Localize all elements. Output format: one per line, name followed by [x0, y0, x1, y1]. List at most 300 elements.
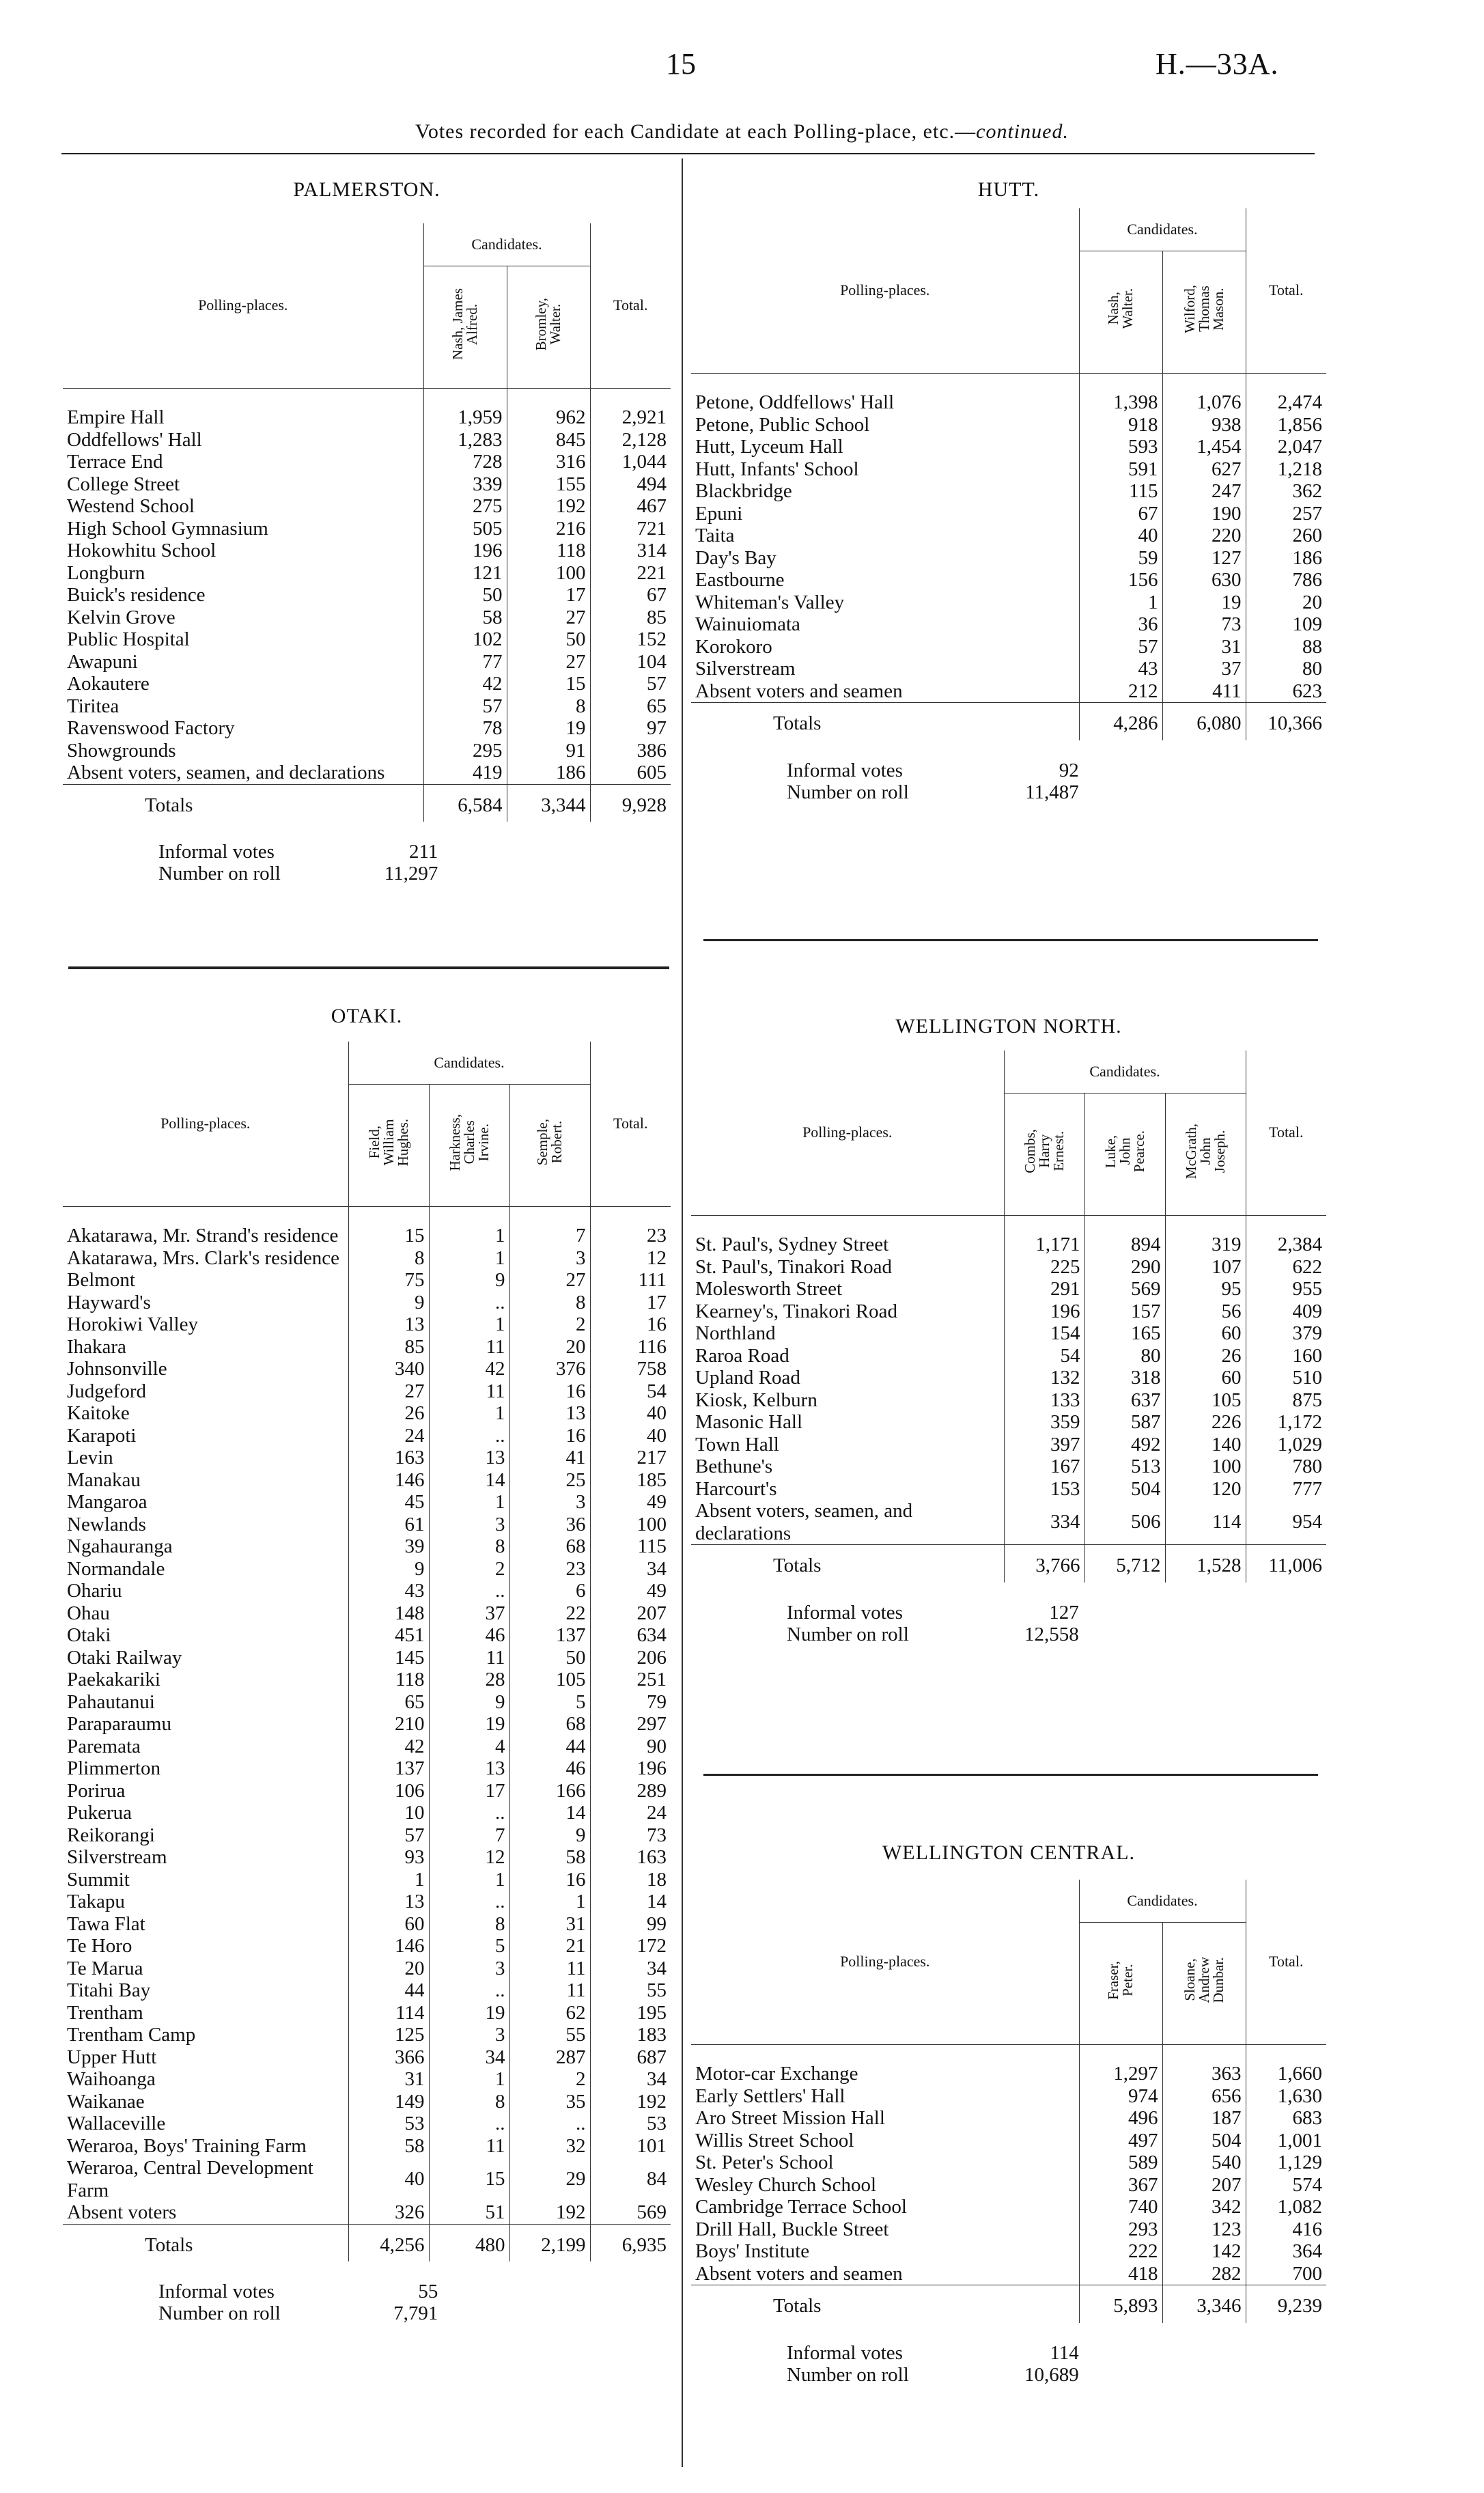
row-total: 683: [1246, 2107, 1326, 2130]
row-total: 409: [1246, 1300, 1326, 1323]
candidate-votes: 27: [348, 1380, 429, 1403]
candidate-votes: 2: [429, 1558, 509, 1580]
row-total: 192: [590, 2091, 671, 2113]
polling-place: Pahautanui: [67, 1690, 155, 1713]
row-total: 297: [590, 1713, 671, 1736]
page-number: 15: [666, 47, 696, 81]
candidate-votes: 14: [429, 1469, 509, 1492]
polling-place: Absent voters and seamen: [695, 2262, 903, 2285]
polling-place: Otaki: [67, 1624, 111, 1646]
section-title: OTAKI.: [331, 1005, 403, 1027]
grand-total: 9,239: [1246, 2285, 1326, 2323]
row-total: 221: [590, 562, 671, 585]
candidate-total: 480: [429, 2224, 509, 2261]
table-row: [63, 1935, 671, 1958]
row-total: 2,921: [590, 406, 671, 429]
candidate-votes: 80: [1084, 1345, 1165, 1367]
candidate-votes: 153: [1004, 1478, 1084, 1501]
grand-total: 10,366: [1246, 703, 1326, 740]
candidate-votes: 50: [507, 628, 590, 651]
candidate-votes: 40: [348, 2157, 429, 2201]
page-title-main: Votes recorded for each Candidate at each Polling-place, etc.—: [415, 120, 977, 143]
row-total: 172: [590, 1935, 671, 1958]
candidate-votes: 10: [348, 1802, 429, 1824]
table-row: [63, 673, 671, 695]
candidate-votes: 4: [429, 1736, 509, 1758]
candidate-votes: 137: [509, 1624, 590, 1647]
table-row: [691, 547, 1326, 570]
polling-place: Aro Street Mission Hall: [695, 2107, 885, 2129]
polling-place: Akatarawa, Mrs. Clark's residence: [67, 1246, 339, 1269]
candidate-votes: 11: [429, 1336, 509, 1359]
row-total: 195: [590, 2002, 671, 2024]
total-header: Total.: [590, 223, 671, 389]
row-total: 954: [1246, 1500, 1326, 1545]
polling-place: Silverstream: [67, 1846, 167, 1868]
polling-place: Ihakara: [67, 1335, 126, 1358]
table-row: [63, 1958, 671, 1980]
table-row: [63, 2135, 671, 2158]
candidate-votes: 118: [348, 1669, 429, 1691]
polling-place: Korokoro: [695, 635, 772, 658]
candidate-votes: 496: [1079, 2107, 1162, 2130]
table-row: [63, 1491, 671, 1514]
candidate-votes: 25: [509, 1469, 590, 1492]
row-total: 55: [590, 1979, 671, 2002]
row-total: 101: [590, 2135, 671, 2158]
table-row: [691, 1500, 1326, 1545]
candidate-votes: 497: [1079, 2130, 1162, 2152]
polling-places-header: Polling-places.: [63, 223, 423, 389]
polling-place: Weraroa, Boys' Training Farm: [67, 2134, 307, 2157]
candidate-votes: 207: [1162, 2174, 1246, 2197]
row-total: 104: [590, 651, 671, 673]
candidates-header: Candidates.: [1079, 208, 1246, 251]
candidate-votes: 105: [1165, 1389, 1246, 1412]
candidate-votes: 107: [1165, 1256, 1246, 1279]
table-row: [63, 1580, 671, 1602]
candidate-votes: 587: [1084, 1411, 1165, 1434]
candidate-votes: 100: [1165, 1456, 1246, 1478]
section-title: WELLINGTON NORTH.: [895, 1015, 1122, 1037]
candidate-votes: 167: [1004, 1456, 1084, 1478]
candidate-name: McGrath, John Joseph.: [1165, 1094, 1246, 1216]
candidate-votes: 226: [1165, 1411, 1246, 1434]
candidate-votes: 9: [509, 1824, 590, 1847]
table-row: [63, 1624, 671, 1647]
candidate-votes: 16: [509, 1380, 590, 1403]
candidate-votes: 31: [1162, 636, 1246, 658]
candidate-votes: 57: [423, 695, 507, 718]
candidate-total: 3,344: [507, 784, 590, 822]
table-row: [691, 414, 1326, 436]
total-header: Total.: [1246, 1050, 1326, 1216]
polling-place: Ohariu: [67, 1580, 122, 1602]
polling-place: Manakau: [67, 1468, 141, 1491]
candidate-votes: 132: [1004, 1367, 1084, 1389]
candidate-votes: 105: [509, 1669, 590, 1691]
candidate-votes: 845: [507, 429, 590, 451]
totals-label: Totals: [63, 2224, 348, 2261]
candidates-header: Candidates.: [423, 223, 590, 266]
table-row: [691, 1234, 1326, 1256]
candidate-votes: 1,398: [1079, 391, 1162, 414]
polling-place: Drill Hall, Buckle Street: [695, 2218, 889, 2240]
candidate-votes: 26: [348, 1402, 429, 1425]
table-row: [691, 2240, 1326, 2263]
grand-total: 9,928: [590, 784, 671, 822]
candidate-votes: 114: [1165, 1500, 1246, 1545]
row-total: 257: [1246, 503, 1326, 525]
candidate-votes: 68: [509, 1713, 590, 1736]
candidate-votes: 125: [348, 2024, 429, 2046]
candidate-votes: 1: [509, 1891, 590, 1913]
polling-place: Northland: [695, 1322, 776, 1344]
informal-votes-label: Informal votes: [158, 2281, 275, 2302]
polling-place: Kiosk, Kelburn: [695, 1389, 817, 1411]
table-row: [63, 1869, 671, 1891]
number-on-roll-value: 7,791: [393, 2302, 438, 2324]
candidate-votes: 326: [348, 2201, 429, 2224]
candidate-votes: 73: [1162, 613, 1246, 636]
table-row: [691, 636, 1326, 658]
table-row: [63, 451, 671, 473]
candidate-votes: 225: [1004, 1256, 1084, 1279]
row-total: 196: [590, 1757, 671, 1780]
polling-place: Wesley Church School: [695, 2173, 877, 2196]
candidates-header: Candidates.: [1004, 1050, 1246, 1094]
table-row: [63, 1780, 671, 1802]
row-total: 20: [1246, 591, 1326, 614]
candidate-votes: 210: [348, 1713, 429, 1736]
polling-place: Otaki Railway: [67, 1646, 182, 1669]
candidate-votes: 287: [509, 2046, 590, 2069]
polling-place: Kelvin Grove: [67, 606, 176, 628]
row-total: 111: [590, 1269, 671, 1292]
candidate-votes: 16: [509, 1869, 590, 1891]
candidate-votes: 29: [509, 2157, 590, 2201]
section-separator: [703, 939, 1318, 941]
candidate-votes: 1,076: [1162, 391, 1246, 414]
candidate-total: 2,199: [509, 2224, 590, 2261]
row-total: 109: [1246, 613, 1326, 636]
candidate-votes: ..: [429, 1580, 509, 1602]
row-total: 16: [590, 1313, 671, 1336]
table-row: [63, 1802, 671, 1824]
row-total: 206: [590, 1647, 671, 1669]
totals-row: [63, 784, 671, 822]
table-row: [63, 1647, 671, 1669]
number-on-roll-label: Number on roll: [787, 781, 909, 803]
informal-votes-value: 55: [418, 2281, 438, 2302]
total-header: Total.: [1246, 208, 1326, 374]
candidate-total: 5,893: [1079, 2285, 1162, 2323]
candidate-votes: 19: [1162, 591, 1246, 614]
polling-place: Molesworth Street: [695, 1278, 843, 1300]
polling-place: Paraparaumu: [67, 1713, 171, 1735]
row-total: 314: [590, 540, 671, 562]
table-row: [63, 518, 671, 540]
candidate-total: 5,712: [1084, 1545, 1165, 1583]
candidate-votes: 11: [429, 2135, 509, 2158]
table-row: [63, 2002, 671, 2024]
polling-place: Day's Bay: [695, 546, 776, 569]
table-row: [63, 607, 671, 629]
polling-place: Weraroa, Central Development Farm: [67, 2157, 313, 2201]
candidate-votes: 22: [509, 1602, 590, 1625]
candidate-votes: 1: [429, 2068, 509, 2091]
candidate-votes: 154: [1004, 1322, 1084, 1345]
candidate-votes: ..: [429, 1979, 509, 2002]
row-total: 260: [1246, 525, 1326, 547]
row-total: 97: [590, 717, 671, 740]
candidate-votes: 192: [509, 2201, 590, 2224]
candidate-votes: 15: [507, 673, 590, 695]
polling-place: Westend School: [67, 495, 195, 517]
polling-place: Absent voters and seamen: [695, 680, 903, 702]
polling-place: Absent voters, seamen, and declarations: [695, 1500, 913, 1544]
candidate-votes: 9: [348, 1558, 429, 1580]
polling-place: Te Marua: [67, 1957, 143, 1979]
candidate-votes: 1: [348, 1869, 429, 1891]
candidate-votes: 1: [429, 1402, 509, 1425]
row-total: 40: [590, 1425, 671, 1447]
candidate-votes: 3: [509, 1247, 590, 1270]
totals-label: Totals: [691, 703, 1079, 740]
candidate-votes: 8: [507, 695, 590, 718]
candidate-votes: 376: [509, 1358, 590, 1380]
candidate-name: Semple, Robert.: [509, 1085, 590, 1207]
candidate-votes: 12: [429, 1846, 509, 1869]
candidate-name: Harkness, Charles Irvine.: [429, 1085, 509, 1207]
candidate-name: Field, William Hughes.: [348, 1085, 429, 1207]
candidate-votes: 11: [509, 1958, 590, 1980]
informal-votes-value: 127: [1049, 1602, 1079, 1624]
row-total: 67: [590, 584, 671, 607]
candidate-votes: 8: [429, 1913, 509, 1936]
table-row: [63, 1336, 671, 1359]
candidate-votes: 247: [1162, 480, 1246, 503]
candidate-votes: 293: [1079, 2218, 1162, 2241]
candidate-votes: 319: [1165, 1234, 1246, 1256]
candidate-votes: 359: [1004, 1411, 1084, 1434]
candidate-votes: 65: [348, 1691, 429, 1714]
row-total: 574: [1246, 2174, 1326, 2197]
totals-row: [691, 1545, 1326, 1583]
table-row: [691, 2263, 1326, 2285]
candidate-votes: 340: [348, 1358, 429, 1380]
row-total: 34: [590, 1958, 671, 1980]
table-row: [63, 1380, 671, 1403]
candidate-votes: 504: [1084, 1478, 1165, 1501]
candidate-votes: 127: [1162, 547, 1246, 570]
table-row: [63, 1292, 671, 1314]
candidate-votes: 85: [348, 1336, 429, 1359]
row-total: 687: [590, 2046, 671, 2069]
polling-place: Waihoanga: [67, 2068, 156, 2090]
row-total: 79: [590, 1691, 671, 1714]
polling-place: Reikorangi: [67, 1824, 155, 1846]
candidate-total: 6,080: [1162, 703, 1246, 740]
polling-place: Paremata: [67, 1735, 141, 1757]
votes-table-hutt: [691, 208, 1326, 740]
row-total: 1,044: [590, 451, 671, 473]
table-row: [63, 495, 671, 518]
polling-place: Petone, Oddfellows' Hall: [695, 391, 895, 413]
candidate-votes: 43: [1079, 658, 1162, 680]
table-row: [691, 1411, 1326, 1434]
candidate-votes: 55: [509, 2024, 590, 2046]
row-total: 160: [1246, 1345, 1326, 1367]
candidate-votes: 504: [1162, 2130, 1246, 2152]
table-row: [63, 1358, 671, 1380]
table-row: [63, 1247, 671, 1270]
candidate-votes: 196: [1004, 1300, 1084, 1323]
candidate-votes: 19: [429, 1713, 509, 1736]
candidate-name: Bromley, Walter.: [507, 266, 590, 389]
table-row: [63, 1313, 671, 1336]
candidate-votes: 190: [1162, 503, 1246, 525]
candidate-votes: 36: [509, 1514, 590, 1536]
candidate-votes: ..: [429, 1802, 509, 1824]
table-row: [63, 2201, 671, 2224]
polling-place: Upland Road: [695, 1367, 800, 1389]
row-total: 24: [590, 1802, 671, 1824]
candidate-votes: 1,283: [423, 429, 507, 451]
candidate-votes: 11: [509, 1979, 590, 2002]
candidate-votes: 50: [423, 584, 507, 607]
candidate-votes: 2: [509, 1313, 590, 1336]
candidate-votes: ..: [429, 2113, 509, 2135]
candidate-votes: 149: [348, 2091, 429, 2113]
candidate-votes: 146: [348, 1469, 429, 1492]
table-row: [63, 2024, 671, 2046]
table-row: [63, 1535, 671, 1558]
row-total: 163: [590, 1846, 671, 1869]
polling-place: Porirua: [67, 1779, 126, 1802]
row-total: 364: [1246, 2240, 1326, 2263]
polling-place: Wainuiomata: [695, 613, 800, 635]
informal-votes-label: Informal votes: [158, 841, 275, 863]
candidate-votes: 938: [1162, 414, 1246, 436]
polling-place: Absent voters, seamen, and declarations: [67, 762, 385, 783]
table-row: [63, 406, 671, 429]
polling-place: Judgeford: [67, 1380, 146, 1402]
candidate-votes: 290: [1084, 1256, 1165, 1279]
polling-place: Trentham Camp: [67, 2024, 196, 2046]
table-row: [691, 1322, 1326, 1345]
candidate-votes: 27: [507, 607, 590, 629]
spacer-row: [691, 374, 1326, 392]
candidate-votes: 291: [1004, 1278, 1084, 1300]
table-row: [63, 2157, 671, 2201]
polling-place: Boys' Institute: [695, 2240, 810, 2262]
candidate-votes: 295: [423, 740, 507, 762]
grand-total: 6,935: [590, 2224, 671, 2261]
candidate-votes: 1: [429, 1313, 509, 1336]
candidate-votes: 60: [1165, 1367, 1246, 1389]
table-row: [691, 1389, 1326, 1412]
section-title: WELLINGTON CENTRAL.: [882, 1841, 1136, 1864]
table-row: [691, 1345, 1326, 1367]
candidate-name: Wilford, Thomas Mason.: [1162, 251, 1246, 374]
polling-place: Harcourt's: [695, 1477, 777, 1500]
candidate-votes: 95: [1165, 1278, 1246, 1300]
candidate-votes: 77: [423, 651, 507, 673]
candidate-votes: 1: [429, 1247, 509, 1270]
spacer-row: [63, 389, 671, 407]
candidate-votes: 593: [1079, 436, 1162, 458]
informal-votes-label: Informal votes: [787, 760, 903, 781]
candidate-votes: 27: [507, 651, 590, 673]
table-row: [63, 473, 671, 496]
number-on-roll-label: Number on roll: [787, 2364, 909, 2386]
candidate-votes: 13: [429, 1757, 509, 1780]
candidate-votes: 42: [348, 1736, 429, 1758]
candidate-votes: 589: [1079, 2151, 1162, 2174]
candidate-votes: 1,454: [1162, 436, 1246, 458]
polling-place: Normandale: [67, 1557, 165, 1580]
candidate-votes: 142: [1162, 2240, 1246, 2263]
polling-place: Titahi Bay: [67, 1979, 151, 2001]
candidate-votes: 282: [1162, 2263, 1246, 2285]
candidate-votes: 513: [1084, 1456, 1165, 1478]
row-total: 1,129: [1246, 2151, 1326, 2174]
candidate-votes: 5: [509, 1691, 590, 1714]
candidate-votes: 137: [348, 1757, 429, 1780]
candidate-votes: 17: [429, 1780, 509, 1802]
table-row: [63, 1669, 671, 1691]
candidate-votes: 27: [509, 1269, 590, 1292]
candidate-votes: ..: [429, 1425, 509, 1447]
candidate-votes: 366: [348, 2046, 429, 2069]
candidate-votes: ..: [429, 1891, 509, 1913]
row-total: 758: [590, 1358, 671, 1380]
candidates-header: Candidates.: [348, 1042, 590, 1085]
candidate-votes: 11: [429, 1647, 509, 1669]
row-total: 494: [590, 473, 671, 496]
row-total: 634: [590, 1624, 671, 1647]
candidate-votes: 78: [423, 717, 507, 740]
polling-place: Levin: [67, 1447, 113, 1468]
section-title: PALMERSTON.: [293, 178, 440, 201]
candidate-total: 3,766: [1004, 1545, 1084, 1583]
table-row: [63, 651, 671, 673]
candidate-votes: 31: [509, 1913, 590, 1936]
informal-votes-label: Informal votes: [787, 2342, 903, 2364]
polling-place: Tawa Flat: [67, 1912, 145, 1935]
table-row: [691, 1278, 1326, 1300]
candidate-votes: 1: [1079, 591, 1162, 614]
polling-place: Kaitoke: [67, 1402, 130, 1424]
candidate-votes: 26: [1165, 1345, 1246, 1367]
table-row: [691, 1456, 1326, 1478]
row-total: 289: [590, 1780, 671, 1802]
row-total: 780: [1246, 1456, 1326, 1478]
candidate-votes: 8: [429, 2091, 509, 2113]
candidate-votes: 40: [1079, 525, 1162, 547]
table-row: [63, 1757, 671, 1780]
candidate-votes: 35: [509, 2091, 590, 2113]
candidate-votes: 1,959: [423, 406, 507, 429]
informal-votes-label: Informal votes: [787, 1602, 903, 1624]
candidate-votes: 133: [1004, 1389, 1084, 1412]
candidate-votes: 115: [1079, 480, 1162, 503]
table-row: [63, 1402, 671, 1425]
candidate-votes: 60: [348, 1913, 429, 1936]
candidate-votes: 75: [348, 1269, 429, 1292]
polling-place: Wallaceville: [67, 2113, 166, 2134]
